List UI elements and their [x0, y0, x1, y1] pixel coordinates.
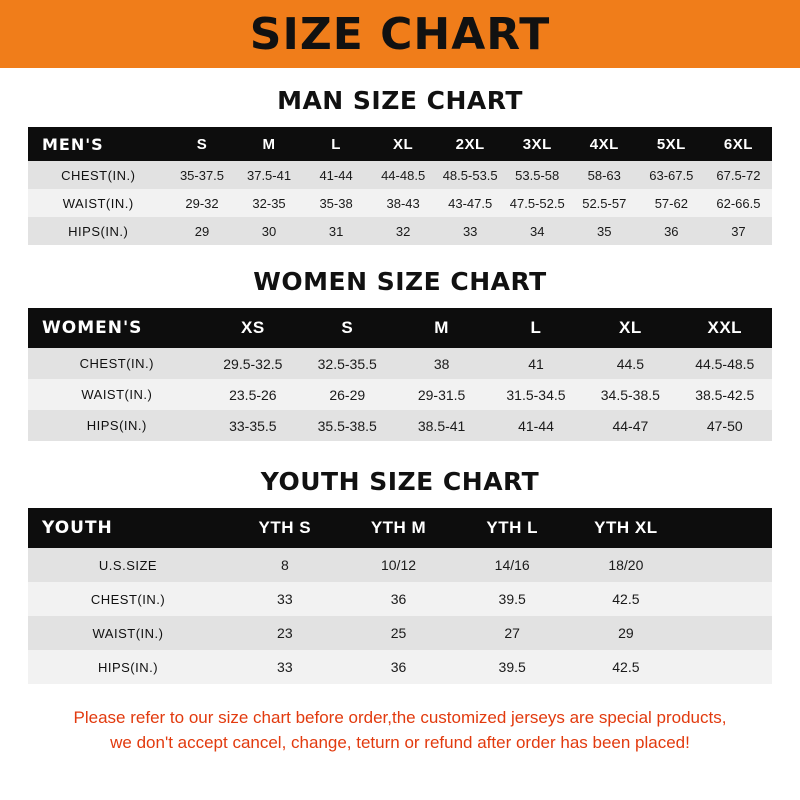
- table-row: [28, 616, 772, 650]
- table-header-row: [28, 308, 772, 348]
- cell: 41: [489, 348, 583, 379]
- cell: 30: [236, 217, 303, 245]
- table-corner-label: YOUTH: [28, 508, 228, 548]
- cell: 27: [455, 616, 569, 650]
- cell: 33: [437, 217, 504, 245]
- cell: 32.5-35.5: [300, 348, 394, 379]
- cell: 44-47: [583, 410, 677, 441]
- page-banner: [0, 0, 800, 68]
- section-women: [28, 267, 772, 441]
- table-man: [28, 127, 772, 245]
- cell: 36: [638, 217, 705, 245]
- column-header: YTH M: [342, 508, 456, 548]
- row-label: WAIST(IN.): [28, 616, 228, 650]
- column-header: 2XL: [437, 127, 504, 161]
- page-title: SIZE CHART: [249, 9, 551, 60]
- column-header: XL: [583, 308, 677, 348]
- cell-spacer: [683, 650, 772, 684]
- cell: 31.5-34.5: [489, 379, 583, 410]
- cell-spacer: [683, 616, 772, 650]
- table-header-row: [28, 508, 772, 548]
- row-label: CHEST(IN.): [28, 348, 206, 379]
- row-label: WAIST(IN.): [28, 189, 168, 217]
- column-header: XXL: [678, 308, 772, 348]
- column-header: YTH S: [228, 508, 342, 548]
- section-man: [28, 86, 772, 245]
- cell: 41-44: [489, 410, 583, 441]
- cell: 35.5-38.5: [300, 410, 394, 441]
- cell: 37.5-41: [236, 161, 303, 189]
- cell: 23.5-26: [206, 379, 300, 410]
- cell: 43-47.5: [437, 189, 504, 217]
- cell: 29-32: [168, 189, 235, 217]
- row-label: WAIST(IN.): [28, 379, 206, 410]
- cell: 63-67.5: [638, 161, 705, 189]
- table-row: [28, 548, 772, 582]
- column-header: XL: [370, 127, 437, 161]
- row-label: CHEST(IN.): [28, 161, 168, 189]
- cell: 36: [342, 582, 456, 616]
- cell-spacer: [683, 548, 772, 582]
- row-label: U.S.SIZE: [28, 548, 228, 582]
- column-header: S: [168, 127, 235, 161]
- cell: 39.5: [455, 582, 569, 616]
- section-title-man: MAN SIZE CHART: [277, 86, 523, 115]
- cell: 38-43: [370, 189, 437, 217]
- cell: 23: [228, 616, 342, 650]
- row-label: HIPS(IN.): [28, 650, 228, 684]
- notice-line-1: Please refer to our size chart before order,the customized jerseys are special products,: [73, 708, 727, 727]
- cell: 29.5-32.5: [206, 348, 300, 379]
- table-row: [28, 348, 772, 379]
- cell: 32-35: [236, 189, 303, 217]
- cell: 25: [342, 616, 456, 650]
- column-header-spacer: [683, 508, 772, 548]
- table-row: [28, 161, 772, 189]
- cell: 14/16: [455, 548, 569, 582]
- cell: 38.5-42.5: [678, 379, 772, 410]
- cell: 44-48.5: [370, 161, 437, 189]
- cell: 53.5-58: [504, 161, 571, 189]
- row-label: HIPS(IN.): [28, 410, 206, 441]
- table-row: [28, 650, 772, 684]
- table-row: [28, 410, 772, 441]
- cell: 67.5-72: [705, 161, 772, 189]
- cell: 42.5: [569, 650, 683, 684]
- table-row: [28, 217, 772, 245]
- column-header: L: [303, 127, 370, 161]
- column-header: YTH XL: [569, 508, 683, 548]
- cell: 34.5-38.5: [583, 379, 677, 410]
- cell: 33: [228, 650, 342, 684]
- cell: 29: [168, 217, 235, 245]
- cell: 29: [569, 616, 683, 650]
- column-header: XS: [206, 308, 300, 348]
- cell: 41-44: [303, 161, 370, 189]
- cell: 32: [370, 217, 437, 245]
- column-header: S: [300, 308, 394, 348]
- cell: 38.5-41: [394, 410, 488, 441]
- cell: 42.5: [569, 582, 683, 616]
- column-header: YTH L: [455, 508, 569, 548]
- cell: 31: [303, 217, 370, 245]
- section-youth: [28, 467, 772, 684]
- section-title-youth: YOUTH SIZE CHART: [260, 467, 540, 496]
- cell: 62-66.5: [705, 189, 772, 217]
- column-header: L: [489, 308, 583, 348]
- table-corner-label: MEN'S: [28, 127, 168, 161]
- cell: 57-62: [638, 189, 705, 217]
- column-header: M: [394, 308, 488, 348]
- cell: 18/20: [569, 548, 683, 582]
- cell: 58-63: [571, 161, 638, 189]
- cell: 34: [504, 217, 571, 245]
- table-women: [28, 308, 772, 441]
- cell: 47-50: [678, 410, 772, 441]
- table-youth: [28, 508, 772, 684]
- order-notice: [48, 706, 752, 755]
- cell: 26-29: [300, 379, 394, 410]
- row-label: HIPS(IN.): [28, 217, 168, 245]
- cell: 44.5-48.5: [678, 348, 772, 379]
- cell: 8: [228, 548, 342, 582]
- cell: 44.5: [583, 348, 677, 379]
- column-header: 5XL: [638, 127, 705, 161]
- cell: 48.5-53.5: [437, 161, 504, 189]
- cell: 35-37.5: [168, 161, 235, 189]
- cell: 35: [571, 217, 638, 245]
- cell: 33: [228, 582, 342, 616]
- table-row: [28, 189, 772, 217]
- column-header: 4XL: [571, 127, 638, 161]
- section-title-women: WOMEN SIZE CHART: [253, 267, 547, 296]
- chart-content: [0, 86, 800, 755]
- table-corner-label: WOMEN'S: [28, 308, 206, 348]
- cell-spacer: [683, 582, 772, 616]
- cell: 52.5-57: [571, 189, 638, 217]
- cell: 10/12: [342, 548, 456, 582]
- cell: 35-38: [303, 189, 370, 217]
- table-header-row: [28, 127, 772, 161]
- cell: 36: [342, 650, 456, 684]
- cell: 38: [394, 348, 488, 379]
- notice-line-2: we don't accept cancel, change, teturn or refund after order has been placed!: [110, 732, 690, 752]
- cell: 39.5: [455, 650, 569, 684]
- cell: 33-35.5: [206, 410, 300, 441]
- cell: 47.5-52.5: [504, 189, 571, 217]
- cell: 29-31.5: [394, 379, 488, 410]
- row-label: CHEST(IN.): [28, 582, 228, 616]
- column-header: 3XL: [504, 127, 571, 161]
- column-header: M: [236, 127, 303, 161]
- cell: 37: [705, 217, 772, 245]
- table-row: [28, 379, 772, 410]
- table-row: [28, 582, 772, 616]
- column-header: 6XL: [705, 127, 772, 161]
